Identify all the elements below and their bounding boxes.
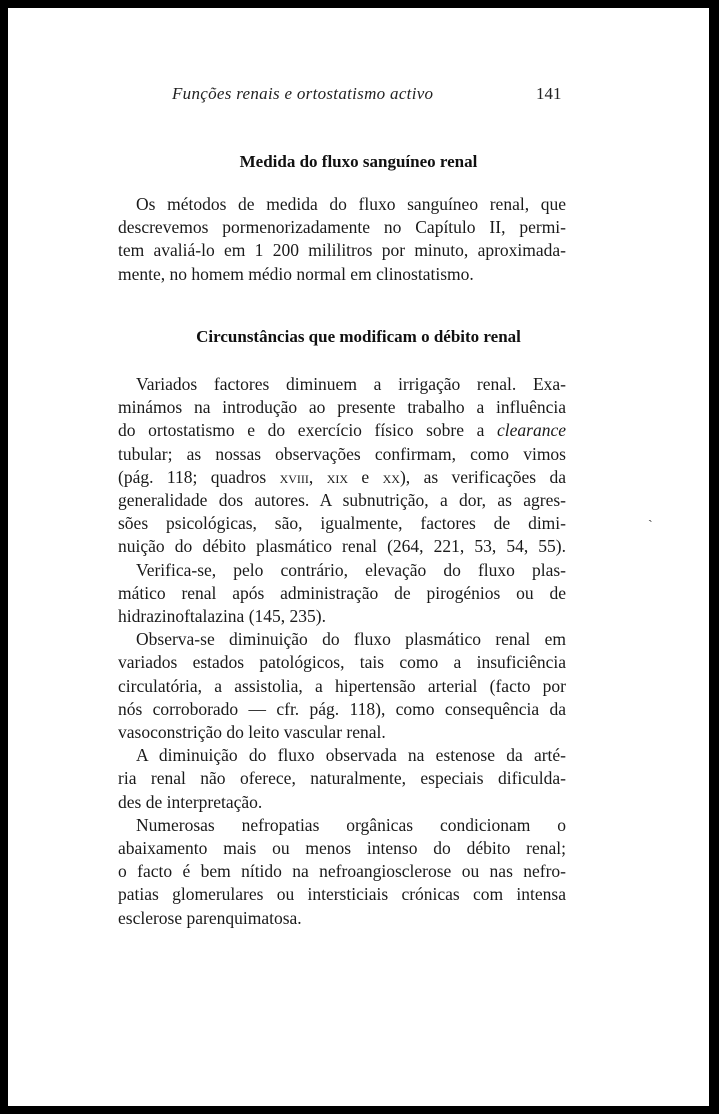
text-line: generalidade dos autores. A subnutrição, a dor, as agres- (118, 490, 566, 511)
text-line: ria renal não oferece, naturalmente, especiais dificulda- (118, 768, 566, 789)
section-heading-fluxo: Medida do fluxo sanguíneo renal (239, 152, 478, 171)
text-line: abaixamento mais ou menos intenso do débito renal; (118, 838, 566, 859)
text-line: o facto é bem nítido na nefroangiosclerose ou nas nefro- (118, 861, 566, 882)
text-line: nós corroborado — cfr. pág. 118), como consequência da (118, 698, 566, 719)
text-line: tubular; as nossas observações confirmam, como vimos (118, 443, 566, 464)
text-line: variados estados patológicos, tais como a insuficiência (118, 652, 566, 673)
text-line: mático renal após administração de pirogénios ou de (118, 582, 566, 603)
roman-numeral: xix (326, 466, 349, 487)
text-line (118, 419, 566, 442)
text-line: des de interpretação. (118, 791, 263, 812)
page-number: 141 (536, 84, 562, 103)
text-line: mente, no homem médio normal em clinostatismo. (118, 263, 474, 284)
text-line: circulatória, a assistolia, a hipertensão arterial (facto por (118, 675, 566, 696)
paragraph-circunstancias (118, 373, 566, 930)
text-line: Verifica-se, pelo contrário, elevação do fluxo plas- (136, 559, 566, 580)
text-segment: ), as verificações da (399, 466, 567, 487)
running-title: Funções renais e ortostatismo activo (172, 84, 434, 103)
section-heading-circunstancias: Circunstâncias que modificam o débito renal (196, 327, 521, 346)
text-line: descrevemos pormenorizadamente no Capítulo II, permi- (118, 217, 566, 238)
text-segment: , (308, 466, 327, 487)
text-line: sões psicológicas, são, igualmente, factores de dimi- (118, 513, 566, 534)
running-head (8, 84, 709, 108)
text-line: nuição do débito plasmático renal (264, 221, 53, 54, 55). (118, 536, 566, 557)
text-segment: (pág. 118; quadros (118, 466, 280, 487)
text-line: Observa-se diminuição do fluxo plasmático renal em (136, 629, 566, 650)
text-line: patias glomerulares ou intersticiais crónicas com intensa (118, 884, 566, 905)
text-line: vasoconstrição do leito vascular renal. (118, 722, 386, 743)
text-line: esclerose parenquimatosa. (118, 907, 302, 928)
text-segment: do ortostatismo e do exercício físico sobre a (118, 420, 497, 441)
italic-term: clearance (497, 420, 566, 441)
margin-mark: ˏ (648, 508, 653, 523)
text-line: tem avaliá-lo em 1 200 mililitros por minuto, aproximada- (118, 240, 566, 261)
text-line: minámos na introdução ao presente trabalho a influência (118, 397, 566, 418)
roman-numeral: xviii (279, 466, 309, 487)
page (8, 8, 709, 1106)
text-line (118, 466, 566, 489)
text-segment: e (348, 466, 383, 487)
text-line: A diminuição do fluxo observada na estenose da arté- (136, 745, 566, 766)
text-line: Numerosas nefropatias orgânicas condicionam o (136, 814, 566, 835)
text-line: Variados factores diminuem a irrigação renal. Exa- (136, 374, 566, 394)
text-line: Os métodos de medida do fluxo sanguíneo renal, que (136, 194, 566, 214)
text-line: hidrazinoftalazina (145, 235). (118, 606, 326, 627)
roman-numeral: xx (382, 466, 400, 487)
paragraph-fluxo (118, 193, 566, 286)
